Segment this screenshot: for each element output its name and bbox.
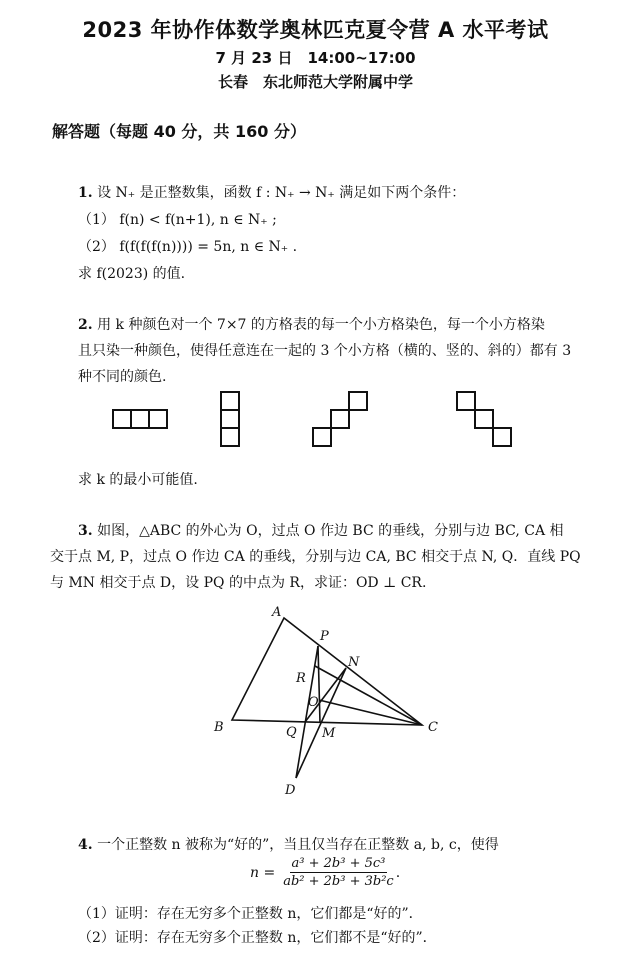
label-d: D: [285, 783, 296, 798]
segment-pm: [318, 646, 320, 723]
good-number-formula: [250, 856, 400, 889]
problem-1-number: 1.: [78, 185, 93, 201]
diagonal-down-triple-shape: [457, 392, 511, 446]
section-title: 解答题（每题 40 分，共 160 分）: [52, 122, 306, 141]
problem-2-question: 求 k 的最小可能值.: [78, 472, 198, 488]
line-pq: [296, 646, 318, 778]
problem-4-text: 一个正整数 n 被称为“好的”，当且仅当存在正整数 a, b, c，使得: [97, 837, 499, 853]
problem-4-part-1: （1）证明：存在无穷多个正整数 n，它们都是“好的”．: [78, 906, 423, 922]
label-o: O: [308, 695, 319, 710]
problem-1-question: 求 f(2023) 的值.: [78, 266, 186, 282]
problem-1-condition-2: （2） f(f(f(f(n)))) = 5n, n ∈ N₊ .: [78, 239, 298, 255]
problem-1-line-1: [78, 184, 465, 202]
label-b: B: [214, 720, 224, 735]
exam-title: 2023 年协作体数学奥林匹克夏令营 A 水平考试: [82, 18, 549, 42]
label-a: A: [272, 605, 282, 620]
exam-venue: 长春 东北师范大学附属中学: [217, 73, 413, 91]
problem-2-line-1: [78, 316, 545, 334]
problem-1-condition-1: （1） f(n) < f(n+1), n ∈ N₊ ;: [78, 212, 277, 228]
problem-2-text: 用 k 种颜色对一个 7×7 的方格表的每一个小方格染色，每一个小方格染: [97, 317, 545, 333]
tile-shapes-figure: [0, 380, 631, 455]
formula-lhs: n =: [250, 864, 276, 881]
problem-3-text: 如图，△ABC 的外心为 O，过点 O 作边 BC 的垂线，分别与边 BC, CA 相: [97, 523, 564, 539]
label-n: N: [348, 655, 360, 670]
problem-2-line-2: 且只染一种颜色，使得任意连在一起的 3 个小方格（横的、竖的、斜的）都有 3: [78, 343, 572, 359]
label-c: C: [428, 720, 438, 735]
problem-1-text: 设 N₊ 是正整数集，函数 f : N₊ → N₊ 满足如下两个条件：: [97, 185, 466, 201]
formula-denominator: ab² + 2b³ + 3b²c: [283, 874, 394, 889]
formula-fraction: [281, 856, 396, 889]
label-r: R: [296, 671, 306, 686]
problem-3-line-1: [78, 522, 564, 540]
formula-numerator: a³ + 2b³ + 5c³: [291, 856, 386, 871]
problem-2-number: 2.: [78, 317, 93, 333]
problem-3-line-3: 与 MN 相交于点 D，设 PQ 的中点为 R，求证：OD ⊥ CR.: [50, 575, 427, 591]
problem-4-line-1: [78, 836, 499, 854]
exam-datetime: 7 月 23 日 14:00~17:00: [215, 49, 416, 67]
segment-rc: [315, 666, 422, 725]
vertical-triple-shape: [221, 392, 239, 446]
diagonal-up-triple-shape: [313, 392, 367, 446]
formula-end: .: [395, 864, 401, 881]
problem-4-part-2: （2）证明：存在无穷多个正整数 n，它们都不是“好的”．: [78, 930, 437, 946]
label-p: P: [320, 629, 329, 644]
problem-3-number: 3.: [78, 523, 93, 539]
problem-2-line-3: 种不同的颜色.: [78, 369, 167, 385]
problem-3-line-2: 交于点 M, P，过点 O 作边 CA 的垂线，分别与边 CA, BC 相交于点 N, Q．直线 PQ: [50, 549, 581, 565]
label-q: Q: [286, 725, 297, 740]
problem-4-number: 4.: [78, 837, 93, 853]
triangle-figure: [0, 600, 631, 800]
horizontal-triple-shape: [113, 410, 167, 428]
label-m: M: [322, 726, 336, 741]
